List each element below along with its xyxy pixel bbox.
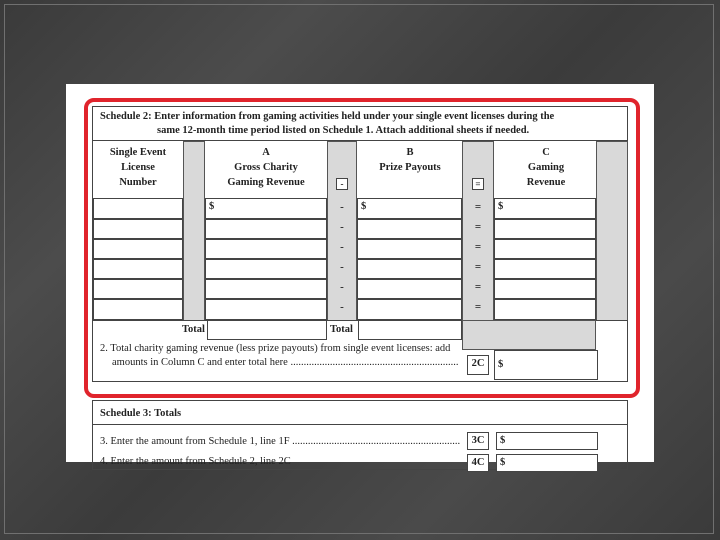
equals-operator: = bbox=[474, 301, 482, 313]
line2-text2: amounts in Column C and enter total here ................................................................ bbox=[112, 357, 459, 368]
minus-operator: - bbox=[340, 261, 344, 273]
header-a-letter: A bbox=[262, 147, 270, 158]
minus-operator: - bbox=[340, 301, 344, 313]
minus-operator: - bbox=[340, 241, 344, 253]
equals-operator: = bbox=[474, 201, 482, 213]
gaming-revenue-field[interactable]: $ bbox=[494, 198, 596, 219]
header-b-label: Prize Payouts bbox=[379, 162, 441, 173]
equals-operator: = bbox=[474, 221, 482, 233]
line2-text1: 2. Total charity gaming revenue (less prize payouts) from single event licenses: add bbox=[100, 343, 451, 354]
schedule2-title-line2: same 12-month time period listed on Schedule 1. Attach additional sheets if needed. bbox=[157, 125, 530, 136]
minus-operator: - bbox=[340, 281, 344, 293]
line2-value-field[interactable]: $ bbox=[494, 350, 598, 380]
equals-operator: = bbox=[474, 241, 482, 253]
schedule3-divider bbox=[92, 424, 628, 425]
header-c-label: Gaming Revenue bbox=[526, 162, 566, 188]
minus-operator: - bbox=[340, 221, 344, 233]
header-a-label: Gross Charity Gaming Revenue bbox=[227, 162, 305, 188]
header-license: Single Event License Number bbox=[109, 147, 167, 188]
prize-payouts-field[interactable]: $ bbox=[357, 198, 462, 219]
line4-value-field[interactable]: $ bbox=[496, 454, 598, 472]
total-label-b: Total bbox=[330, 324, 353, 335]
header-c-letter: C bbox=[542, 147, 550, 158]
line3-text: 3. Enter the amount from Schedule 1, line 1F ................................................................ bbox=[100, 436, 461, 447]
highlight-outline bbox=[84, 98, 640, 398]
line4-text: 4. Enter the amount from Schedule 2, line 2C bbox=[100, 456, 291, 467]
equals-operator: = bbox=[474, 281, 482, 293]
header-minus-sign: - bbox=[336, 178, 348, 190]
line2-code-box: 2C bbox=[467, 355, 489, 375]
minus-operator: - bbox=[340, 201, 344, 213]
schedule3-title: Schedule 3: Totals bbox=[100, 408, 182, 419]
gross-revenue-field[interactable]: $ bbox=[205, 198, 327, 219]
line3-value-field[interactable]: $ bbox=[496, 432, 598, 450]
line4-code-box: 4C bbox=[467, 454, 489, 472]
header-b-letter: B bbox=[406, 147, 414, 158]
line3-code-box: 3C bbox=[467, 432, 489, 450]
equals-operator: = bbox=[474, 261, 482, 273]
schedule2-title-line1: Schedule 2: Enter information from gaming activities held under your single event licenses during the bbox=[100, 111, 555, 122]
total-label-a: Total bbox=[182, 324, 205, 335]
header-equals-sign: = bbox=[472, 178, 484, 190]
